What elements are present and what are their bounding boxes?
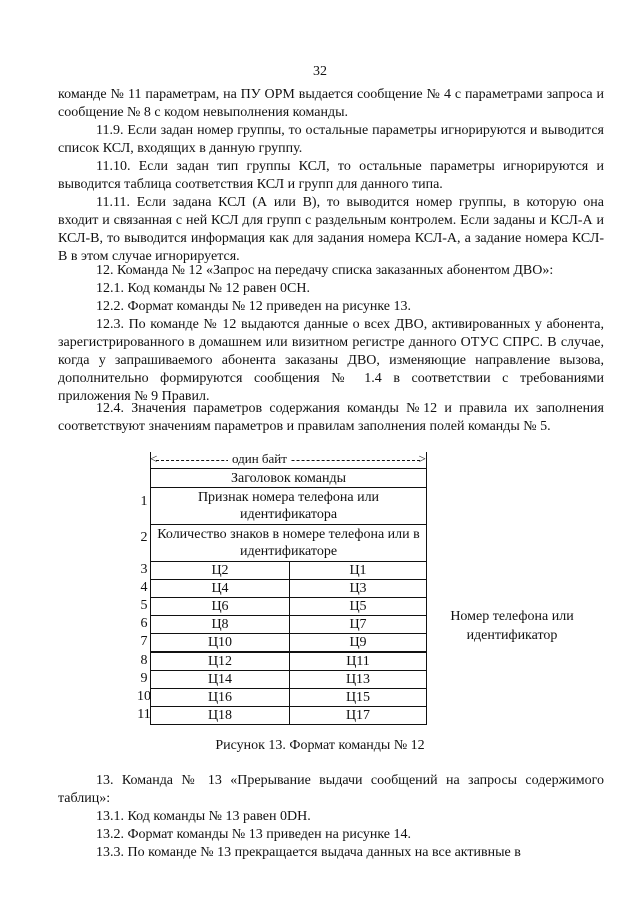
paragraph-13-2: 13.2. Формат команды № 13 приведен на рисунке 14. (96, 827, 412, 842)
side-label (427, 561, 597, 691)
digit-cell-odd: Ц13 (289, 670, 427, 689)
paragraph-12-4: 12.4. Значения параметров содержания команды №12 и правила их заполнения соответствуют значениям параметров и правилам заполнения полей команды № 5. (58, 401, 604, 434)
digit-cell-odd: Ц7 (289, 615, 427, 634)
figure-caption: Рисунок 13. Формат команды № 12 (215, 738, 425, 753)
digit-cell-even: Ц6 (150, 597, 290, 616)
paragraph-12-1: 12.1. Код команды № 12 равен 0СН. (96, 281, 310, 296)
digit-cell-odd: Ц9 (289, 633, 427, 652)
digit-cell-odd: Ц5 (289, 597, 427, 616)
digit-cell-even: Ц18 (150, 706, 290, 725)
side-label-text: Номер телефона или идентификатор (450, 609, 574, 643)
paragraph-11-10: 11.10. Если задан тип группы КСЛ, то остальные параметры игнорируются и выводится таблица соответствия КСЛ и групп для данного типа. (58, 159, 604, 192)
ruler-right-tick (426, 452, 427, 468)
table-header-row: Заголовок команды (150, 468, 427, 488)
row-number: 4 (140, 580, 148, 595)
paragraph-11-11: 11.11. Если задана КСЛ (А или В), то выводится номер группы, в которую она входит и связанная с ней КСЛ для групп с раздельным контролем. Если заданы и КСЛ-А и КСЛ-В, то выводится информация как для задания номера КСЛ-А, а задание номера КСЛ-В в этом случае игнорируется. (58, 195, 604, 264)
digit-cell-odd: Ц3 (289, 579, 427, 598)
table-row-2: Количество знаков в номере телефона или в идентификаторе (150, 524, 427, 562)
paragraph-13-1: 13.1. Код команды № 13 равен 0DH. (96, 809, 311, 824)
row-number: 3 (140, 562, 148, 577)
row-number: 9 (140, 671, 148, 686)
paragraph-13-heading: 13. Команда № 13 «Прерывание выдачи сообщений на запросы содержимого таблиц»: (58, 773, 604, 806)
digit-cell-even: Ц12 (150, 652, 290, 671)
digit-cell-odd: Ц17 (289, 706, 427, 725)
paragraph-11-9: 11.9. Если задан номер группы, то остальные параметры игнорируются и выводится список КСЛ, входящих в данную группу. (58, 123, 604, 156)
digit-cell-even: Ц4 (150, 579, 290, 598)
row-number-1: 1 (140, 494, 148, 509)
paragraph-13-3: 13.3. По команде № 13 прекращается выдача данных на все активные в (96, 845, 521, 860)
digit-cell-even: Ц8 (150, 615, 290, 634)
byte-width-ruler (150, 452, 426, 468)
row-number: 10 (137, 689, 151, 704)
row-number: 8 (140, 653, 148, 668)
page-number: 32 (313, 64, 327, 79)
paragraph-12-2: 12.2. Формат команды № 12 приведен на рисунке 13. (96, 299, 412, 314)
digit-cell-even: Ц10 (150, 633, 290, 652)
byte-label: один байт (228, 451, 291, 467)
row-number: 5 (140, 598, 148, 613)
table-row-1: Признак номера телефона или идентификатора (150, 487, 427, 525)
digit-cell-odd: Ц1 (289, 561, 427, 580)
row-number: 7 (140, 634, 148, 649)
arrow-right-icon: > (418, 451, 426, 466)
paragraph-command11-continued: команде № 11 параметрам, на ПУ ОРМ выдается сообщение № 4 с параметрами запроса и сообщение № 8 с кодом невыполнения команды. (58, 87, 604, 120)
paragraph-12-heading: 12. Команда № 12 «Запрос на передачу списка заказанных абонентом ДВО»: (96, 263, 554, 278)
arrow-left-icon: < (150, 451, 158, 466)
digit-cell-even: Ц2 (150, 561, 290, 580)
row-number: 6 (140, 616, 148, 631)
paragraph-12-3: 12.3. По команде № 12 выдаются данные о всех ДВО, активированных у абонента, зарегистрированного в домашнем или визитном регистре данного ОТУС СПРС. В случае, когда у запрашиваемого абонента заказаны ДВО, изменяющие направление вызова, дополнительно формируются сообщения № 1.4 в соответствии с требованиями приложения № 9 Правил. (58, 317, 604, 404)
digit-cell-even: Ц16 (150, 688, 290, 707)
digit-cell-odd: Ц15 (289, 688, 427, 707)
row-number-2: 2 (140, 530, 148, 545)
digit-cell-odd: Ц11 (289, 652, 427, 671)
digit-cell-even: Ц14 (150, 670, 290, 689)
row-number: 11 (137, 707, 151, 722)
